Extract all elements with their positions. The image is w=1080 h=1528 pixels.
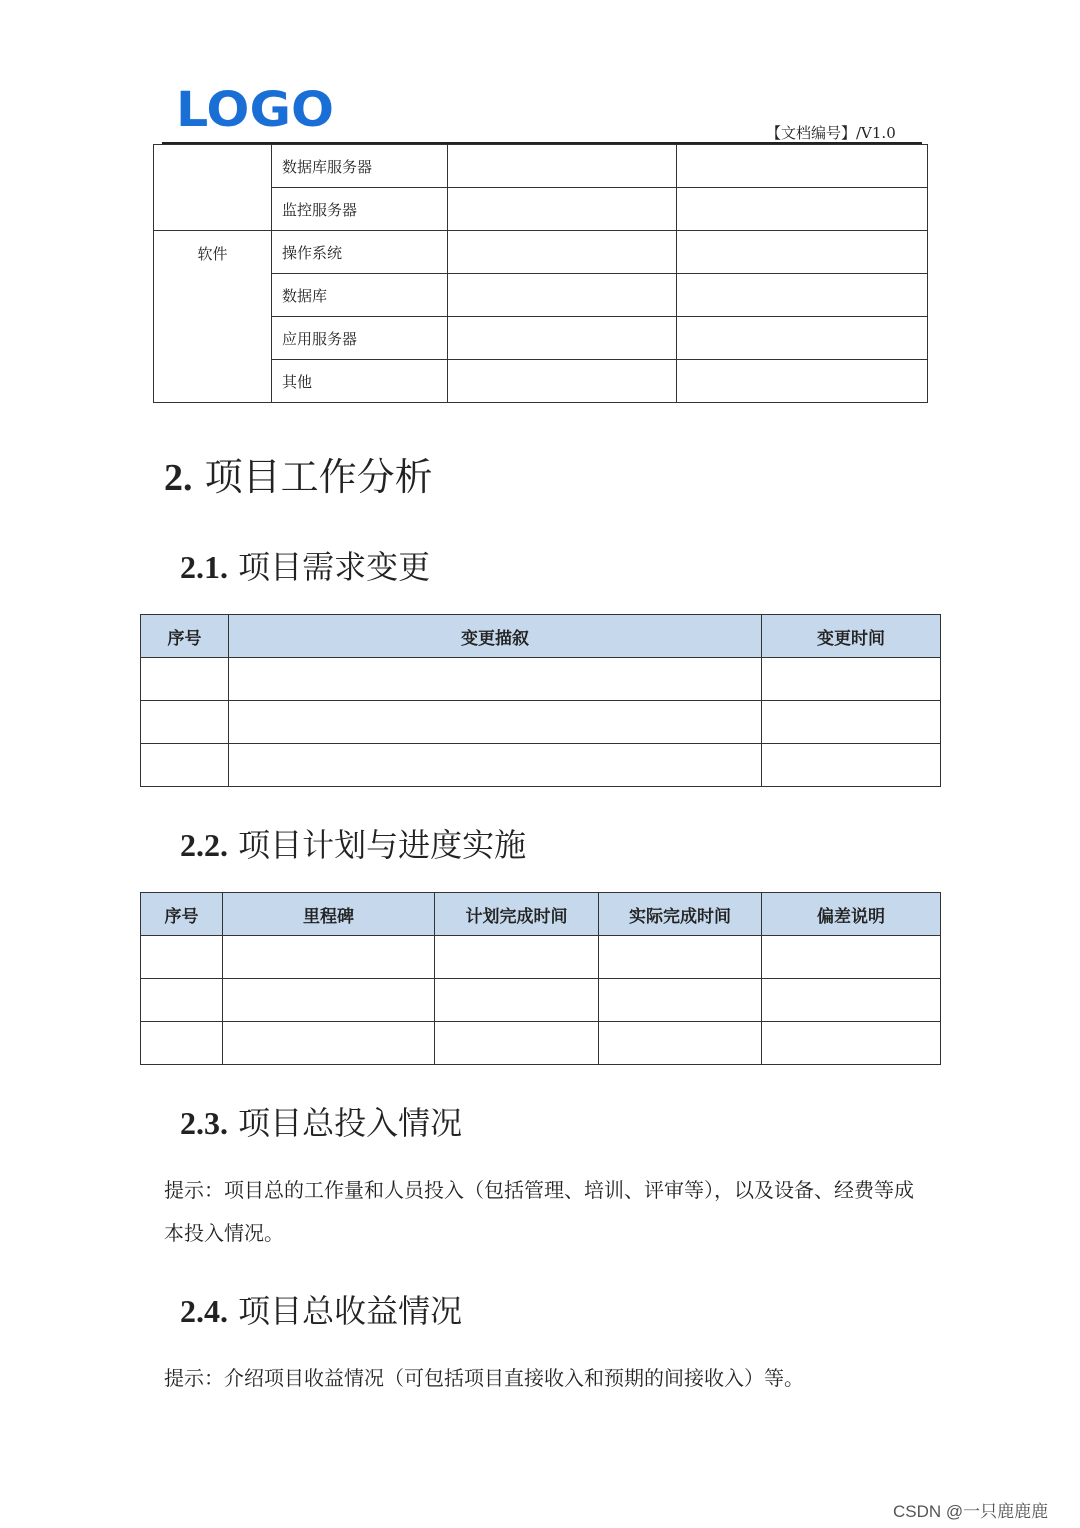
- table-cell[interactable]: [762, 979, 941, 1022]
- subsection-heading-2-1: [180, 542, 430, 588]
- table-cell[interactable]: [762, 1022, 941, 1065]
- environment-table: [153, 144, 928, 403]
- requirement-change-table: [140, 614, 941, 787]
- column-header: 序号: [141, 893, 223, 936]
- table-cell[interactable]: [599, 936, 762, 979]
- table-row: [141, 1022, 941, 1065]
- subsection-number: 2.2.: [180, 827, 228, 863]
- empty-cell: [677, 317, 928, 360]
- table-cell[interactable]: [229, 658, 762, 701]
- subsection-title: 项目计划与进度实施: [238, 826, 527, 864]
- empty-cell: [677, 274, 928, 317]
- item-cell: 操作系统: [272, 231, 448, 274]
- column-header: 实际完成时间: [599, 893, 762, 936]
- table-cell[interactable]: [762, 701, 941, 744]
- table-cell[interactable]: [141, 744, 229, 787]
- item-cell: 其他: [272, 360, 448, 403]
- table-cell[interactable]: [141, 936, 223, 979]
- subsection-number: 2.1.: [180, 549, 228, 585]
- table-cell[interactable]: [229, 744, 762, 787]
- item-cell: 监控服务器: [272, 188, 448, 231]
- table-cell[interactable]: [435, 979, 599, 1022]
- table-cell[interactable]: [599, 1022, 762, 1065]
- table-cell[interactable]: [762, 936, 941, 979]
- table-header-row: [141, 615, 941, 658]
- column-header: 序号: [141, 615, 229, 658]
- subsection-heading-2-3: [180, 1098, 462, 1144]
- table-cell[interactable]: [141, 979, 223, 1022]
- empty-cell: [677, 188, 928, 231]
- category-cell: 软件: [154, 231, 272, 403]
- subsection-title: 项目总投入情况: [238, 1104, 463, 1142]
- subsection-heading-2-2: [180, 820, 526, 866]
- table-row: [141, 979, 941, 1022]
- paragraph-hint: 提示：项目总的工作量和人员投入（包括管理、培训、评审等），以及设备、经费等成本投入情况。: [164, 1178, 914, 1245]
- section-number: 2.: [164, 457, 193, 499]
- column-header: 变更时间: [762, 615, 941, 658]
- watermark: CSDN @一只鹿鹿鹿: [893, 1502, 1049, 1521]
- plan-progress-table: [140, 892, 941, 1065]
- empty-cell: [448, 231, 677, 274]
- section-title: 项目工作分析: [204, 455, 433, 499]
- table-cell[interactable]: [141, 1022, 223, 1065]
- subsection-number: 2.3.: [180, 1105, 228, 1141]
- table-cell[interactable]: [762, 744, 941, 787]
- table-cell[interactable]: [223, 1022, 435, 1065]
- column-header: 偏差说明: [762, 893, 941, 936]
- table-row: [141, 701, 941, 744]
- item-cell: 应用服务器: [272, 317, 448, 360]
- item-cell: 数据库服务器: [272, 145, 448, 188]
- table-cell[interactable]: [229, 701, 762, 744]
- table-cell[interactable]: [435, 936, 599, 979]
- table-cell[interactable]: [223, 979, 435, 1022]
- table-cell[interactable]: [599, 979, 762, 1022]
- table-cell[interactable]: [141, 658, 229, 701]
- column-header: 里程碑: [223, 893, 435, 936]
- paragraph-hint: 提示：介绍项目收益情况（可包括项目直接收入和预期的间接收入）等。: [164, 1366, 804, 1390]
- table-row: [141, 658, 941, 701]
- svg-text:LOGO: LOGO: [176, 86, 334, 130]
- table-row: [154, 145, 928, 188]
- empty-cell: [677, 360, 928, 403]
- empty-cell: [448, 317, 677, 360]
- empty-cell: [448, 188, 677, 231]
- table-cell[interactable]: [223, 936, 435, 979]
- subsection-title: 项目总收益情况: [238, 1292, 463, 1330]
- table-row: [154, 231, 928, 274]
- empty-cell: [677, 145, 928, 188]
- table-cell[interactable]: [435, 1022, 599, 1065]
- table-cell[interactable]: [762, 658, 941, 701]
- empty-cell: [677, 231, 928, 274]
- item-cell: 数据库: [272, 274, 448, 317]
- subsection-title: 项目需求变更: [238, 548, 431, 586]
- table-row: [141, 936, 941, 979]
- table-header-row: [141, 893, 941, 936]
- column-header: 变更描叙: [229, 615, 762, 658]
- doc-number: 【文档编号】/V1.0: [766, 124, 896, 142]
- table-row: [141, 744, 941, 787]
- empty-cell: [448, 274, 677, 317]
- subsection-number: 2.4.: [180, 1293, 228, 1329]
- logo: [176, 86, 336, 130]
- section-heading: [164, 446, 433, 501]
- subsection-heading-2-4: [180, 1286, 462, 1332]
- empty-cell: [448, 360, 677, 403]
- table-cell[interactable]: [141, 701, 229, 744]
- column-header: 计划完成时间: [435, 893, 599, 936]
- empty-cell: [448, 145, 677, 188]
- category-cell: [154, 145, 272, 231]
